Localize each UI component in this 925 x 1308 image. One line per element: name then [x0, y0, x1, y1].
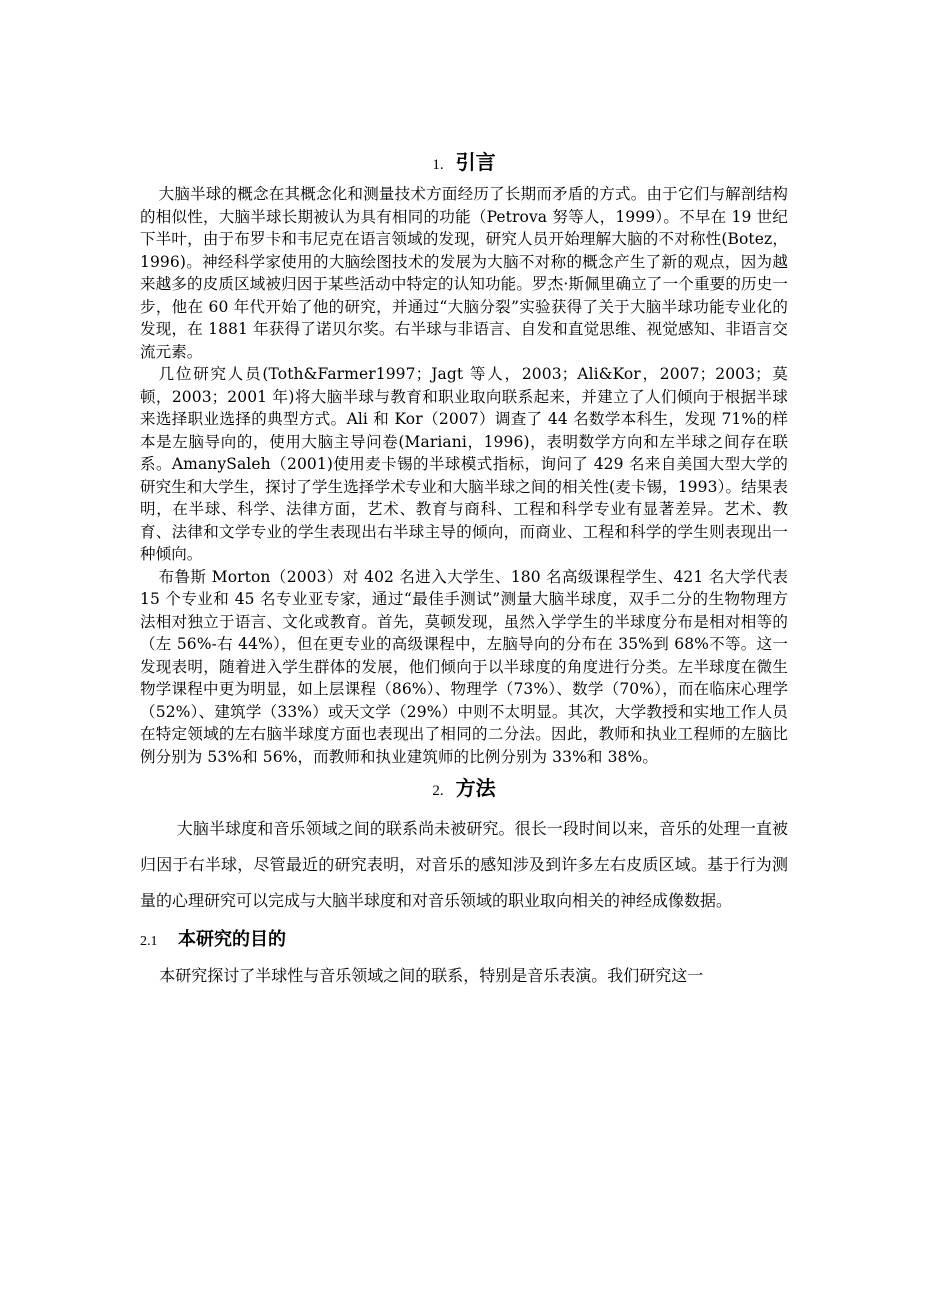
aim-paragraph: 本研究探讨了半球性与音乐领域之间的联系，特别是音乐表演。我们研究这一 [159, 966, 704, 985]
subsection-heading-aim [140, 925, 788, 957]
intro-paragraph-3: 布鲁斯 Morton（2003）对 402 名进入大学生、180 名高级课程学生、421 名大学代表 15 个专业和 45 名专业亚专家，通过“最佳手测试”测量大脑半球度，双手二分的生物物理方法相对独立于语言、文化或教育。首先，莫顿发现，虽然入学学生的半球度分布是相对相等的（左 56%-右 44%），但在更专业的高级课程中，左脑导向的分布在 35%到 68%不等。这一发现表明，随着进入学生群体的发展，他们倾向于以半球度的角度进行分类。左半球度在微生物学课程中更为明显，如上层课程（86%）、物理学（73%）、数学（70%），而在临床心理学（52%）、建筑学（33%）或天文学（29%）中则不太明显。其次，大学教授和实地工作人员在特定领域的左右脑半球度方面也表现出了相同的二分法。因此，教师和执业工程师的左脑比例分别为 53%和 56%，而教师和执业建筑师的比例分别为 33%和 38%。 [140, 567, 788, 766]
document-body [140, 148, 788, 991]
intro-paragraph-1: 大脑半球的概念在其概念化和测量技术方面经历了长期而矛盾的方式。由于它们与解剖结构的相似性，大脑半球长期被认为具有相同的功能（Petrova 努等人，1999）。不早在 19 世纪下半叶，由于布罗卡和韦尼克在语言领域的发现，研究人员开始理解大脑的不对称性(Botez，1996)。神经科学家使用的大脑绘图技术的发展为大脑不对称的概念产生了新的观点，因为越来越多的皮质区域被归因于某些活动中特定的认知功能。罗杰·斯佩里确立了一个重要的历史一步，他在 60 年代开始了他的研究，并通过“大脑分裂”实验获得了关于大脑半球功能专业化的发现，在 1881 年获得了诺贝尔奖。右半球与非语言、自发和直觉思维、视觉感知、非语言交流元素。 [140, 185, 788, 361]
section-title: 方法 [455, 776, 496, 800]
subsection-number: 2.1 [140, 934, 158, 949]
section-number: 2. [432, 783, 444, 799]
intro-paragraph-2: 几位研究人员(Toth&Farmer1997；Jagt 等人，2003；Ali&Kor，2007；2003；莫顿，2003；2001 年)将大脑半球与教育和职业取向联系起来，并建立了人们倾向于根据半球来选择职业选择的典型方式。Ali 和 Kor（2007）调查了 44 名数学本科生，发现 71%的样本是左脑导向的，使用大脑主导问卷(Mariani，1996)，表明数学方向和左半球之间存在联系。AmanySaleh（2001)使用麦卡锡的半球模式指标，询问了 429 名来自美国大型大学的研究生和大学生，探讨了学生选择学术专业和大脑半球之间的相关性(麦卡锡，1993）。结果表明，在半球、科学、法律方面，艺术、教育与商科、工程和科学专业有显著差异。艺术、教育、法律和文学专业的学生表现出右半球主导的倾向，而商业、工程和科学的学生则表现出一种倾向。 [140, 365, 788, 563]
methods-paragraph: 大脑半球度和音乐领域之间的联系尚未被研究。很长一段时间以来，音乐的处理一直被归因于右半球，尽管最近的研究表明，对音乐的感知涉及到许多左右皮质区域。基于行为测量的心理研究可以完成与大脑半球度和对音乐领域的职业取向相关的神经成像数据。 [140, 819, 788, 910]
section-number: 1. [432, 157, 444, 173]
section-title: 引言 [455, 150, 496, 174]
subsection-title: 本研究的目的 [178, 929, 286, 950]
section-heading-methods [140, 774, 788, 805]
section-heading-introduction [140, 148, 788, 179]
